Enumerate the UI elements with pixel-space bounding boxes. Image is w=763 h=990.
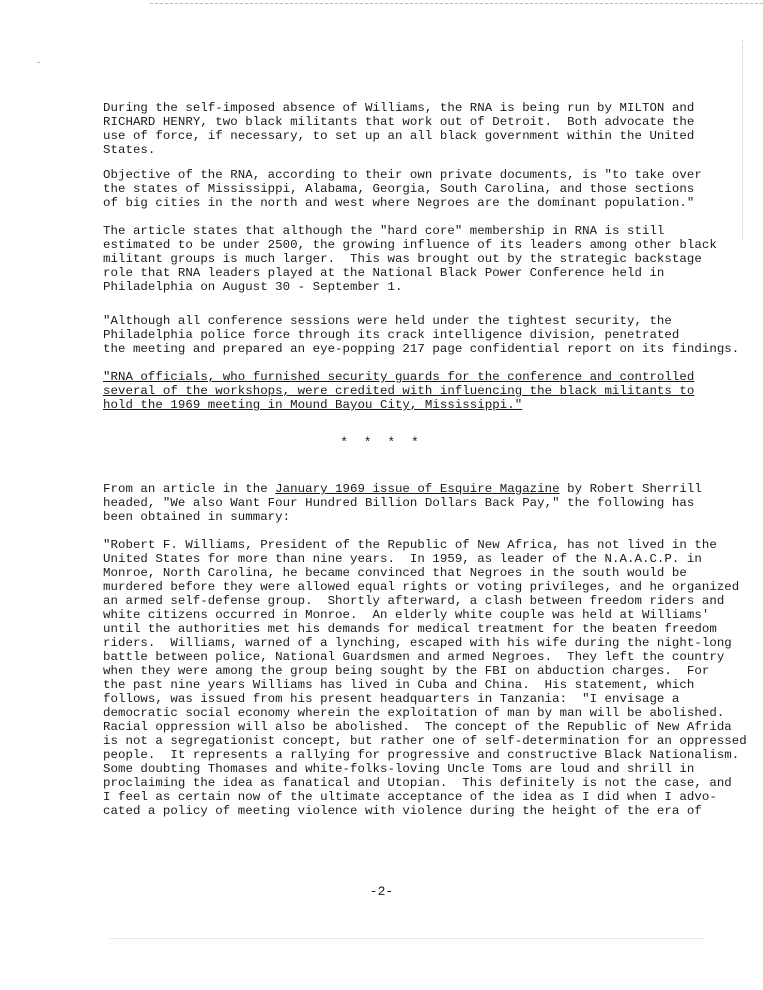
text-line: cated a policy of meeting violence with violence during the height of the era of bbox=[103, 804, 702, 818]
text-line: is not a segregationist concept, but rather one of self-determination for an oppressed bbox=[103, 734, 747, 748]
paragraph-esquire-intro bbox=[103, 482, 718, 524]
paragraph-williams-quote bbox=[103, 538, 747, 818]
text-line: "Although all conference sessions were held under the tightest security, the bbox=[103, 314, 672, 328]
text-line: battle between police, National Guardsmen and armed Negroes. They left the country bbox=[103, 650, 725, 664]
text-line: militant groups is much larger. This was brought out by the strategic backstage bbox=[103, 252, 702, 266]
text-line: until the authorities met his demands for medical treatment for the beaten freedom bbox=[103, 622, 717, 636]
paragraph-rna-objective bbox=[103, 168, 718, 210]
text-line: murdered before they were allowed equal rights or voting privileges, and he organized bbox=[103, 580, 740, 594]
text-line: democratic social economy wherein the exploitation of man by man will be abolished. bbox=[103, 706, 725, 720]
intro-text: From an article in the bbox=[103, 482, 276, 496]
text-line: hold the 1969 meeting in Mound Bayou City, Mississippi." bbox=[103, 398, 523, 412]
page-number: -2- bbox=[369, 884, 394, 899]
text-line: been obtained in summary: bbox=[103, 510, 291, 524]
text-line: The article states that although the "hard core" membership in RNA is still bbox=[103, 224, 665, 238]
text-line: United States for more than nine years. In 1959, as leader of the N.A.A.C.P. in bbox=[103, 552, 702, 566]
intro-author: by Robert Sherrill bbox=[559, 482, 702, 496]
text-line: Philadelphia police force through its crack intelligence division, penetrated bbox=[103, 328, 680, 342]
text-line: RICHARD HENRY, two black militants that work out of Detroit. Both advocate the bbox=[103, 115, 695, 129]
text-line: "RNA officials, who furnished security guards for the conference and controlled bbox=[103, 370, 695, 384]
text-line: States. bbox=[103, 143, 156, 157]
text-line: Objective of the RNA, according to their own private documents, is "to take over bbox=[103, 168, 702, 182]
text-line: I feel as certain now of the ultimate acceptance of the idea as I did when I advo- bbox=[103, 790, 717, 804]
text-line: "Robert F. Williams, President of the Republic of New Africa, has not lived in the bbox=[103, 538, 717, 552]
text-line: the states of Mississippi, Alabama, Georgia, South Carolina, and those sections bbox=[103, 182, 695, 196]
paragraph-conference-security bbox=[103, 314, 740, 356]
text-line: follows, was issued from his present headquarters in Tanzania: "I envisage a bbox=[103, 692, 680, 706]
text-line: the past nine years Williams has lived in Cuba and China. His statement, which bbox=[103, 678, 695, 692]
bottom-scan-noise bbox=[110, 938, 703, 939]
right-edge-mark bbox=[742, 40, 743, 240]
text-line: an armed self-defense group. Shortly afterward, a clash between freedom riders and bbox=[103, 594, 725, 608]
text-line: several of the workshops, were credited with influencing the black militants to bbox=[103, 384, 695, 398]
section-separator: * * * * bbox=[340, 435, 423, 450]
text-line: the meeting and prepared an eye-popping 217 page confidential report on its findings. bbox=[103, 342, 740, 356]
text-line: Racial oppression will also be abolished. The concept of the Republic of New Afrida bbox=[103, 720, 732, 734]
text-line: Some doubting Thomases and white-folks-loving Uncle Toms are loud and shrill in bbox=[103, 762, 695, 776]
text-line: when they were among the group being sought by the FBI on abduction charges. For bbox=[103, 664, 710, 678]
text-line: riders. Williams, warned of a lynching, escaped with his wife during the night-long bbox=[103, 636, 732, 650]
text-line: of big cities in the north and west where Negroes are the dominant population." bbox=[103, 196, 695, 210]
text-line: use of force, if necessary, to set up an all black government within the United bbox=[103, 129, 695, 143]
text-line: headed, "We also Want Four Hundred Billion Dollars Back Pay," the following has bbox=[103, 496, 695, 510]
top-border-line bbox=[150, 3, 763, 4]
text-line: proclaiming the idea as fanatical and Utopian. This definitely is not the case, and bbox=[103, 776, 732, 790]
text-line: role that RNA leaders played at the National Black Power Conference held in bbox=[103, 266, 665, 280]
margin-speck: - bbox=[36, 58, 42, 68]
text-line: people. It represents a rallying for progressive and constructive Black Nationalism. bbox=[103, 748, 740, 762]
paragraph-rna-membership bbox=[103, 224, 718, 294]
text-line: Philadelphia on August 30 - September 1. bbox=[103, 280, 403, 294]
paragraph-rna-officials bbox=[103, 370, 718, 412]
text-line: During the self-imposed absence of Williams, the RNA is being run by MILTON and bbox=[103, 101, 695, 115]
esquire-citation: January 1969 issue of Esquire Magazine bbox=[275, 482, 560, 496]
text-line: white citizens occurred in Monroe. An elderly white couple was held at Williams' bbox=[103, 608, 710, 622]
paragraph-rna-leadership bbox=[103, 101, 718, 157]
text-line: Monroe, North Carolina, he became convinced that Negroes in the south would be bbox=[103, 566, 687, 580]
text-line: estimated to be under 2500, the growing influence of its leaders among other black bbox=[103, 238, 717, 252]
